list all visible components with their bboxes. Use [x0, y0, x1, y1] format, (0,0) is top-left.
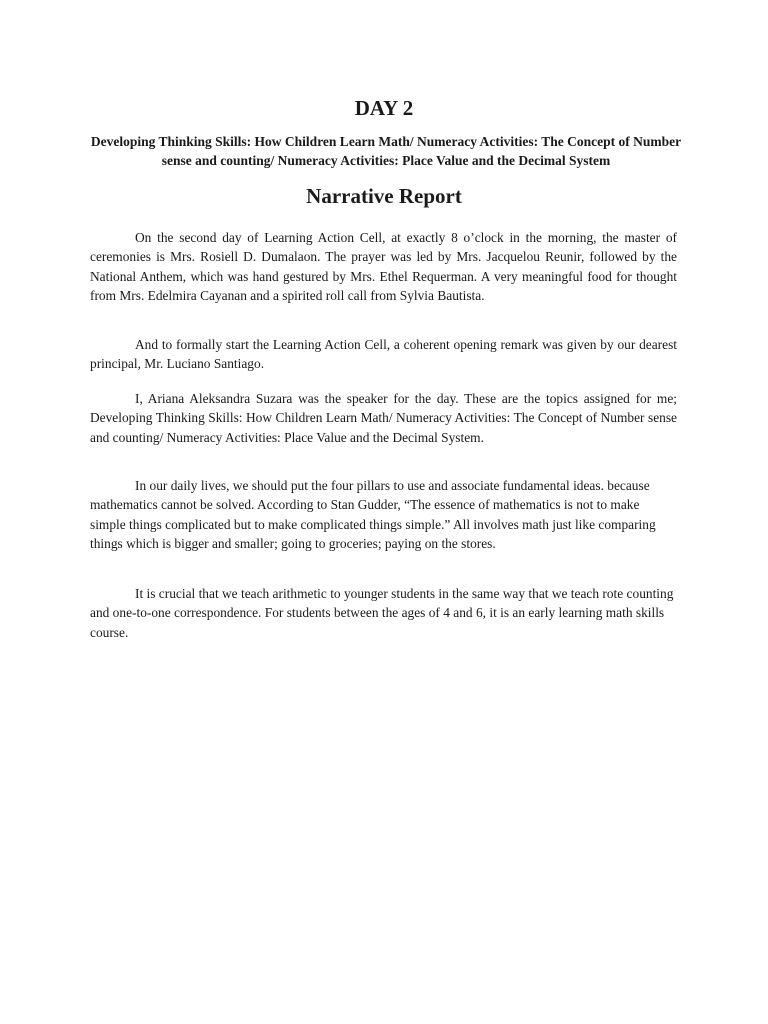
paragraph-daily-lives: In our daily lives, we should put the four pillars to use and associate fundamental ideas. because mathematics cannot be solved. According to Stan Gudder, “The essence of mathematics is not to make simple things complicated but to make complicated things simple.” All involves math just like comparing things which is bigger and smaller; going to groceries; paying on the stores. — [90, 478, 656, 552]
paragraph-opening: On the second day of Learning Action Cell, at exactly 8 o’clock in the morning, the master of ceremonies is Mrs. Rosiell D. Dumalaon. The prayer was led by Mrs. Jacquelou Reunir, followed by the National Anthem, which was hand gestured by Mrs. Ethel Requerman. A very meaningful food for thought from Mrs. Edelmira Cayanan and a spirited roll call from Sylvia Bautista. — [90, 230, 677, 304]
topic-subtitle: Developing Thinking Skills: How Children Learn Math/ Numeracy Activities: The Concept of Number sense and counting/ Numeracy Activities: Place Value and the Decimal System — [90, 134, 682, 168]
paragraph-arithmetic: It is crucial that we teach arithmetic to younger students in the same way that we teach rote counting and one-to-one correspondence. For students between the ages of 4 and 6, it is an early learning math skills course. — [90, 586, 674, 640]
paragraph-speaker: I, Ariana Aleksandra Suzara was the speaker for the day. These are the topics assigned for me; Developing Thinking Skills: How Children Learn Math/ Numeracy Activities: The Concept of Number sense and counting/ Numeracy Activities: Place Value and the Decimal System. — [90, 391, 677, 445]
paragraph-opening-remark: And to formally start the Learning Action Cell, a coherent opening remark was given by our dearest principal, Mr. Luciano Santiago. — [90, 337, 677, 372]
day-heading: DAY 2 — [354, 96, 414, 120]
report-heading: Narrative Report — [306, 184, 462, 208]
